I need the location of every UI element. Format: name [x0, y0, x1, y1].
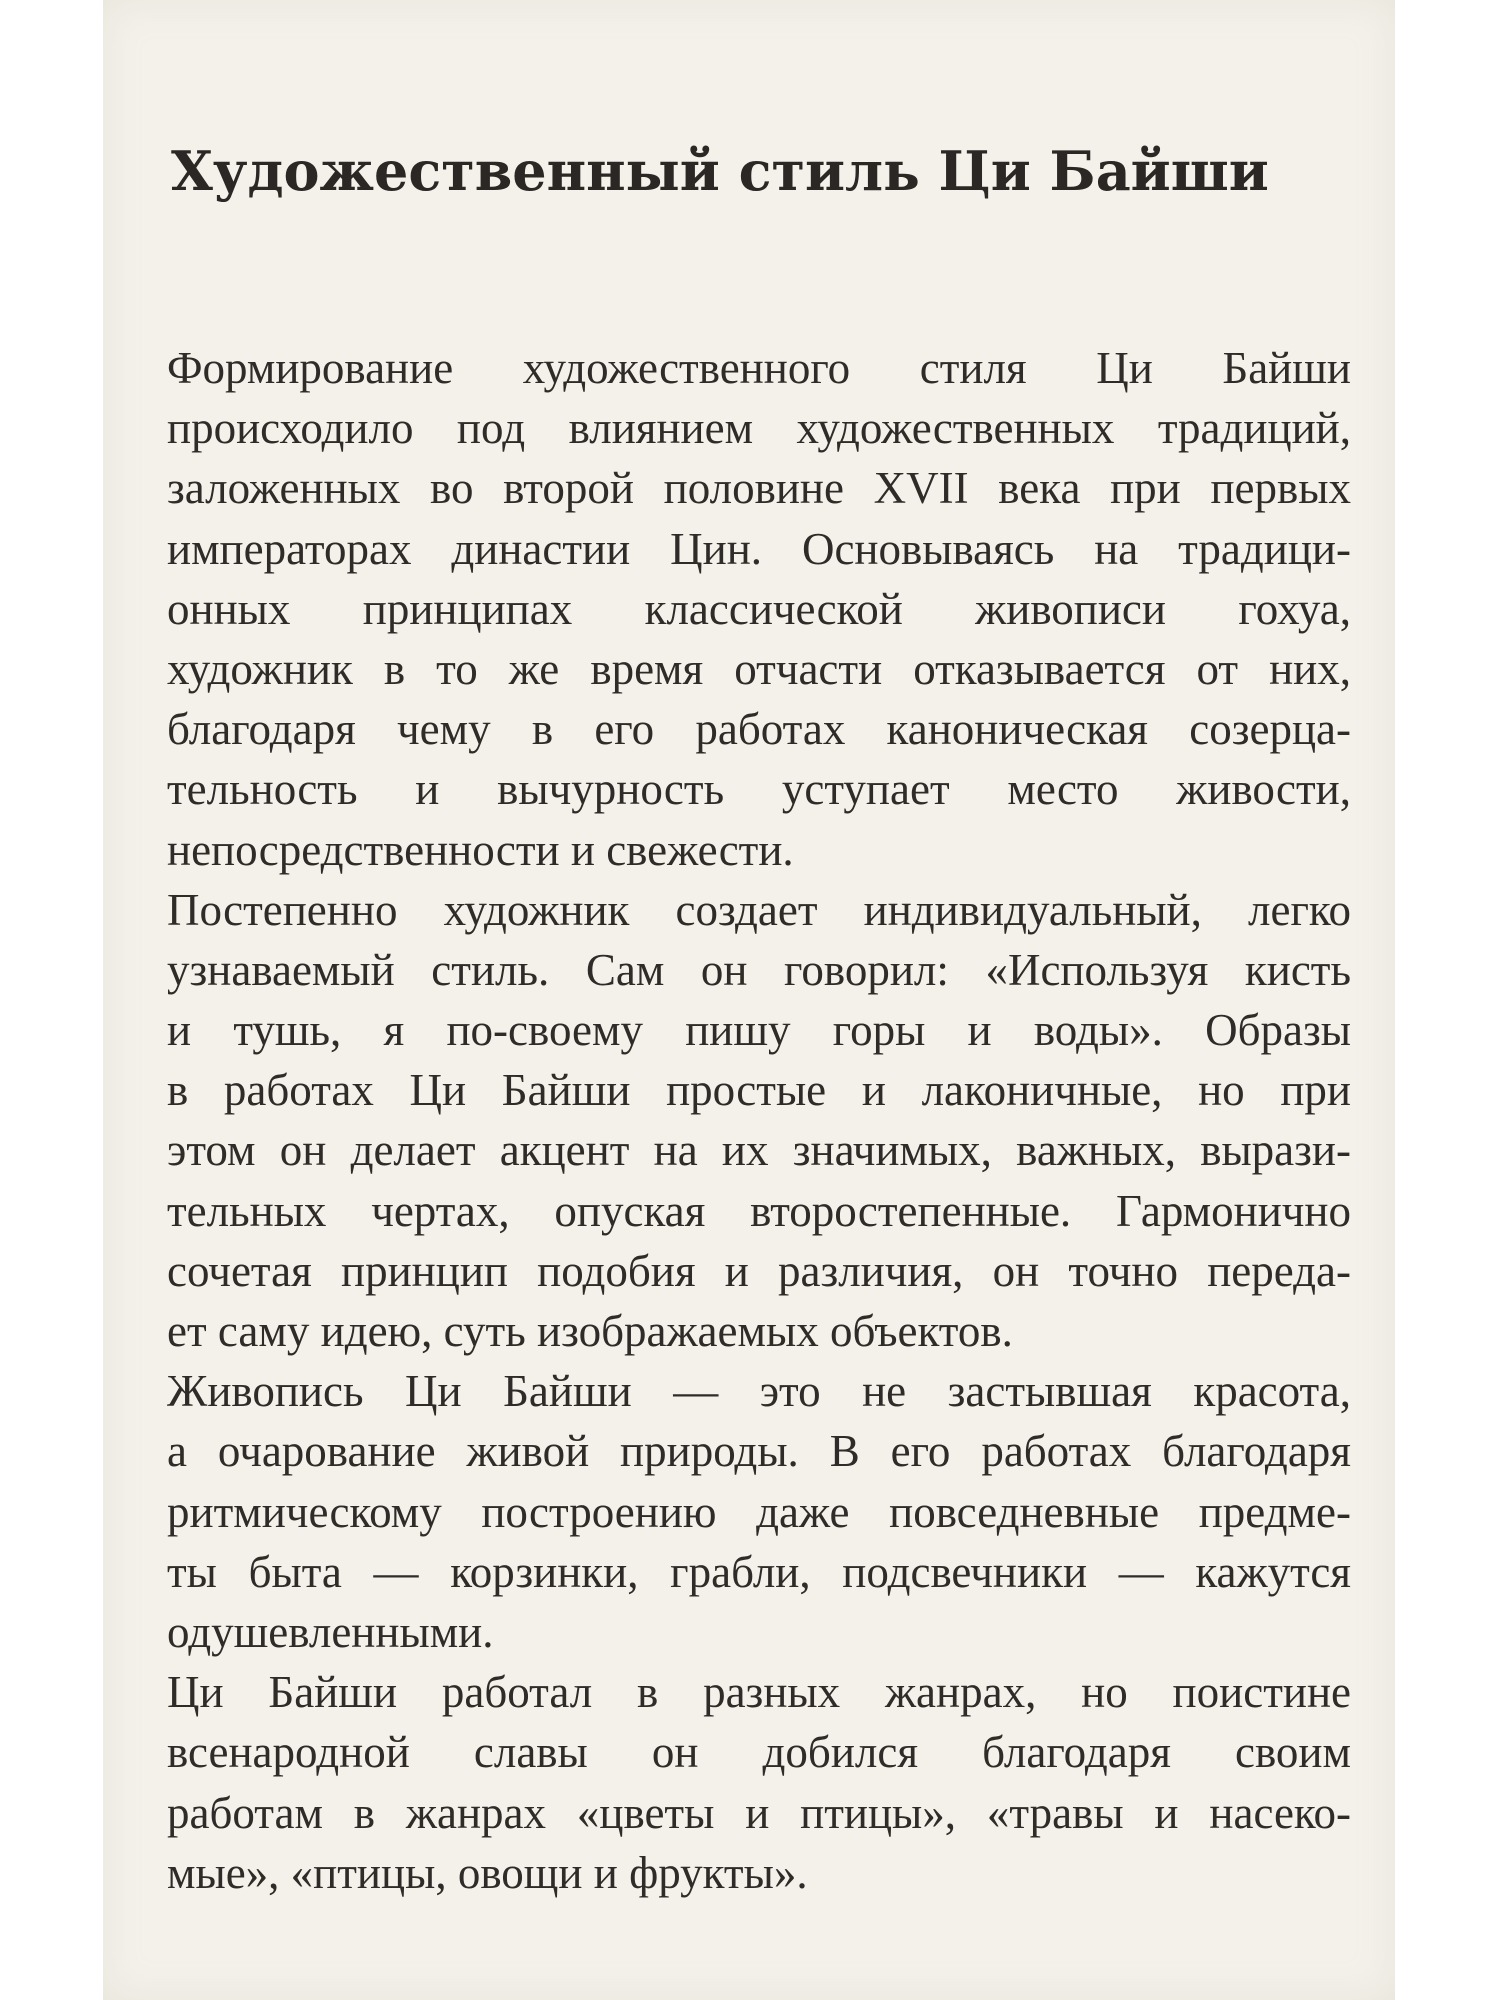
article-body [167, 338, 1351, 1903]
text-line: работам в жанрах «цветы и птицы», «травы и насеко- [167, 1787, 1351, 1838]
text-line: всенародной славы он добился благодаря своим [167, 1727, 1351, 1778]
paragraph [167, 1662, 1351, 1903]
text-line: Формирование художественного стиля Ци Байши [167, 343, 1351, 393]
paragraph [167, 1361, 1351, 1662]
book-page [103, 0, 1395, 2000]
text-line: заложенных во второй половине XVII века при первых [167, 463, 1351, 514]
text-line: и тушь, я по-своему пишу горы и воды». Образы [167, 1005, 1351, 1056]
text-line: сочетая принцип подобия и различия, он точно переда- [167, 1245, 1351, 1296]
text-line: тельных чертах, опуская второстепенные. Гармонично [167, 1185, 1351, 1236]
text-line: Ци Байши работал в разных жанрах, но поистине [167, 1667, 1351, 1718]
paragraph [167, 338, 1351, 880]
text-line: происходило под влиянием художественных традиций, [167, 403, 1351, 454]
text-line: а очарование живой природы. В его работах благодаря [167, 1426, 1351, 1477]
text-line: художник в то же время отчасти отказывается от них, [167, 643, 1351, 694]
text-line: ет саму идею, суть изображаемых объектов. [167, 1306, 1013, 1356]
text-line: мые», «птицы, овощи и фрукты». [167, 1847, 808, 1898]
text-line: этом он делает акцент на их значимых, важных, вырази- [167, 1125, 1351, 1176]
text-line: тельность и вычурность уступает место живости, [167, 764, 1351, 815]
text-line: непосредственности и свежести. [167, 824, 794, 875]
text-line: в работах Ци Байши простые и лаконичные, но при [167, 1065, 1351, 1116]
text-line: благодаря чему в его работах каноническая созерца- [167, 704, 1351, 755]
text-line: Постепенно художник создает индивидуальный, легко [167, 884, 1351, 935]
text-line: ритмическому построению даже повседневные предме- [167, 1486, 1351, 1537]
page-title: Художественный стиль Ци Байши [171, 139, 1269, 203]
text-line: онных принципах классической живописи гохуа, [167, 583, 1351, 634]
text-line: узнаваемый стиль. Сам он говорил: «Используя кисть [167, 944, 1351, 995]
paragraph [167, 880, 1351, 1362]
text-line: одушевленными. [167, 1606, 494, 1657]
text-line: ты быта — корзинки, грабли, подсвечники — кажутся [167, 1546, 1351, 1597]
text-line: императорах династии Цин. Основываясь на традици- [167, 523, 1351, 574]
text-line: Живопись Ци Байши — это не застывшая красота, [167, 1366, 1351, 1417]
